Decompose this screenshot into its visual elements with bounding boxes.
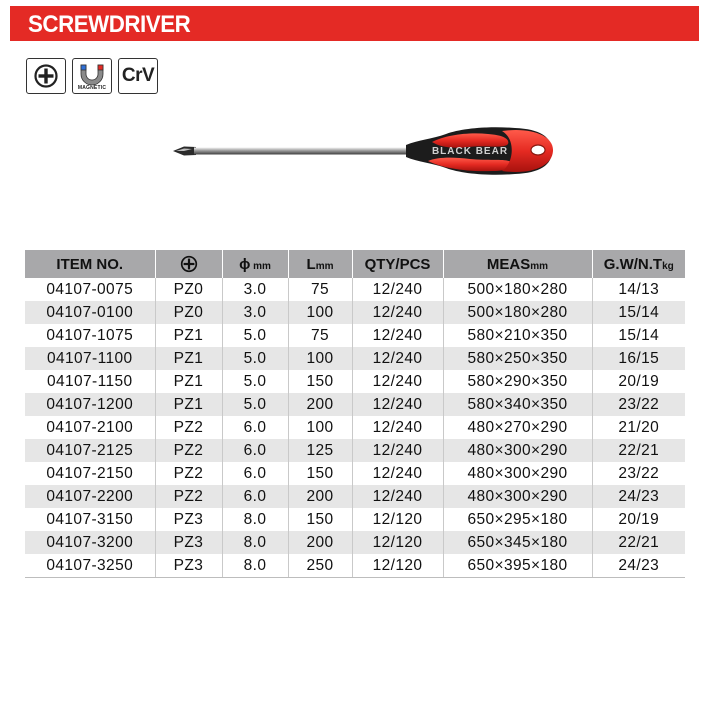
- cell-diameter: 5.0: [222, 324, 288, 347]
- cell-item: 04107-1150: [46, 372, 133, 390]
- cell-item: 04107-1075: [46, 326, 134, 344]
- table-row: [25, 531, 685, 554]
- cell-meas: 650×295×180: [443, 508, 592, 531]
- cell-weight: 14/13: [592, 278, 685, 301]
- cell-meas: 650×395×180: [443, 554, 592, 578]
- cell-tip: PZ1: [155, 370, 222, 393]
- table-row: [25, 416, 685, 439]
- cell-meas: 580×340×350: [443, 393, 592, 416]
- cell-tip: PZ1: [155, 324, 222, 347]
- cell-item: 04107-2100: [46, 418, 134, 436]
- cell-length: 200: [288, 531, 352, 554]
- page-title: SCREWDRIVER: [28, 11, 191, 38]
- table-row: [25, 508, 685, 531]
- cell-meas: 480×300×290: [443, 485, 592, 508]
- cell-weight: 20/19: [592, 508, 685, 531]
- table-row: [25, 324, 685, 347]
- table-row: [25, 347, 685, 370]
- cell-diameter: 5.0: [222, 370, 288, 393]
- cell-qty: 12/120: [352, 531, 443, 554]
- cell-tip: PZ1: [155, 393, 222, 416]
- cell-length: 200: [288, 485, 352, 508]
- table-row: [25, 462, 685, 485]
- cell-length: 200: [288, 393, 352, 416]
- spec-table-body: [25, 278, 685, 578]
- cell-qty: 12/240: [352, 301, 443, 324]
- cell-qty: 12/120: [352, 508, 443, 531]
- cell-meas: 480×300×290: [443, 439, 592, 462]
- table-row: [25, 485, 685, 508]
- cell-item: 04107-3150: [46, 510, 134, 528]
- cell-weight: 23/22: [592, 462, 685, 485]
- phillips-tip-icon: [26, 58, 66, 94]
- cell-length: 150: [288, 370, 352, 393]
- cell-length: 150: [288, 462, 352, 485]
- cell-item: 04107-3200: [25, 531, 155, 554]
- cell-weight: 22/21: [592, 439, 685, 462]
- cell-diameter: 6.0: [222, 462, 288, 485]
- cell-tip: PZ3: [155, 554, 222, 578]
- cell-diameter: 5.0: [222, 347, 288, 370]
- cell-tip: PZ0: [155, 301, 222, 324]
- cell-diameter: 5.0: [222, 393, 288, 416]
- crv-material-icon: [118, 58, 158, 94]
- cell-qty: 12/120: [352, 554, 443, 578]
- table-row: [25, 439, 685, 462]
- cell-qty: 12/240: [352, 370, 443, 393]
- cell-qty: 12/240: [352, 485, 443, 508]
- cell-diameter: 6.0: [222, 416, 288, 439]
- cell-diameter: 6.0: [222, 439, 288, 462]
- cell-weight: 21/20: [592, 416, 685, 439]
- cell-weight: 24/23: [592, 485, 685, 508]
- cell-item: 04107-3250: [25, 554, 155, 578]
- crv-label: CrV: [121, 65, 155, 86]
- cell-tip: PZ1: [155, 347, 222, 370]
- cell-qty: 12/240: [352, 393, 443, 416]
- cell-item: 04107-2150: [46, 464, 134, 482]
- phillips-header-icon: [180, 255, 198, 273]
- cell-length: 100: [288, 347, 352, 370]
- header-qty: QTY/PCS: [352, 250, 443, 278]
- table-row: [25, 370, 685, 393]
- table-row: [25, 393, 685, 416]
- cell-diameter: 3.0: [222, 301, 288, 324]
- cell-meas: 480×270×290: [443, 416, 592, 439]
- cell-qty: 12/240: [352, 416, 443, 439]
- cell-weight: 22/21: [592, 531, 685, 554]
- title-bar: [10, 6, 699, 41]
- table-row: [25, 554, 685, 578]
- cell-diameter: 8.0: [222, 508, 288, 531]
- cell-weight: 24/23: [592, 554, 685, 578]
- cell-item: 04107-0075: [46, 280, 134, 298]
- cell-item: 04107-2125: [25, 439, 155, 462]
- cell-length: 150: [288, 508, 352, 531]
- cell-item: 04107-1100: [25, 347, 155, 370]
- header-item-no: ITEM NO.: [25, 250, 155, 278]
- header-diameter: ϕ mm: [222, 250, 288, 278]
- cell-length: 250: [288, 554, 352, 578]
- cell-meas: 500×180×280: [443, 278, 592, 301]
- cell-tip: PZ2: [155, 416, 222, 439]
- cell-weight: 15/14: [592, 301, 685, 324]
- cell-qty: 12/240: [352, 324, 443, 347]
- cell-tip: PZ2: [155, 485, 222, 508]
- cell-meas: 650×345×180: [443, 531, 592, 554]
- cell-qty: 12/240: [352, 347, 443, 370]
- cell-item: 04107-1200: [25, 393, 155, 416]
- cell-tip: PZ2: [155, 439, 222, 462]
- cell-tip: PZ3: [155, 508, 222, 531]
- cell-qty: 12/240: [352, 278, 443, 301]
- header-meas: MEASmm: [443, 250, 592, 278]
- magnetic-label: MAGNETIC: [77, 85, 107, 91]
- header-weight: G.W/N.Tkg: [592, 250, 685, 278]
- table-header-row: [25, 250, 685, 278]
- table-row: [25, 301, 685, 324]
- cell-meas: 580×250×350: [443, 347, 592, 370]
- cell-length: 75: [288, 278, 352, 301]
- cell-diameter: 8.0: [222, 554, 288, 578]
- cell-length: 75: [288, 324, 352, 347]
- cell-item: 04107-0100: [25, 301, 155, 324]
- cell-length: 125: [288, 439, 352, 462]
- cell-item: 04107-2200: [25, 485, 155, 508]
- brand-mark: BLACK BEAR: [431, 146, 509, 157]
- cell-meas: 480×300×290: [443, 462, 592, 485]
- cell-length: 100: [288, 416, 352, 439]
- cell-meas: 580×210×350: [443, 324, 592, 347]
- header-length: Lmm: [288, 250, 352, 278]
- cell-diameter: 6.0: [222, 485, 288, 508]
- feature-icons: [26, 58, 158, 94]
- cell-meas: 500×180×280: [443, 301, 592, 324]
- header-tip-type: [155, 250, 222, 278]
- cell-qty: 12/240: [352, 462, 443, 485]
- spec-table: [25, 250, 685, 578]
- cell-diameter: 3.0: [222, 278, 288, 301]
- cell-meas: 580×290×350: [443, 370, 592, 393]
- cell-tip: PZ0: [155, 278, 222, 301]
- cell-tip: PZ2: [155, 462, 222, 485]
- cell-weight: 16/15: [592, 347, 685, 370]
- cell-qty: 12/240: [352, 439, 443, 462]
- cell-tip: PZ3: [155, 531, 222, 554]
- table-row: [25, 278, 685, 301]
- screwdriver-image: [170, 125, 555, 185]
- cell-length: 100: [288, 301, 352, 324]
- cell-diameter: 8.0: [222, 531, 288, 554]
- cell-weight: 15/14: [592, 324, 685, 347]
- cell-weight: 20/19: [592, 370, 685, 393]
- cell-weight: 23/22: [592, 393, 685, 416]
- magnetic-icon: [72, 58, 112, 94]
